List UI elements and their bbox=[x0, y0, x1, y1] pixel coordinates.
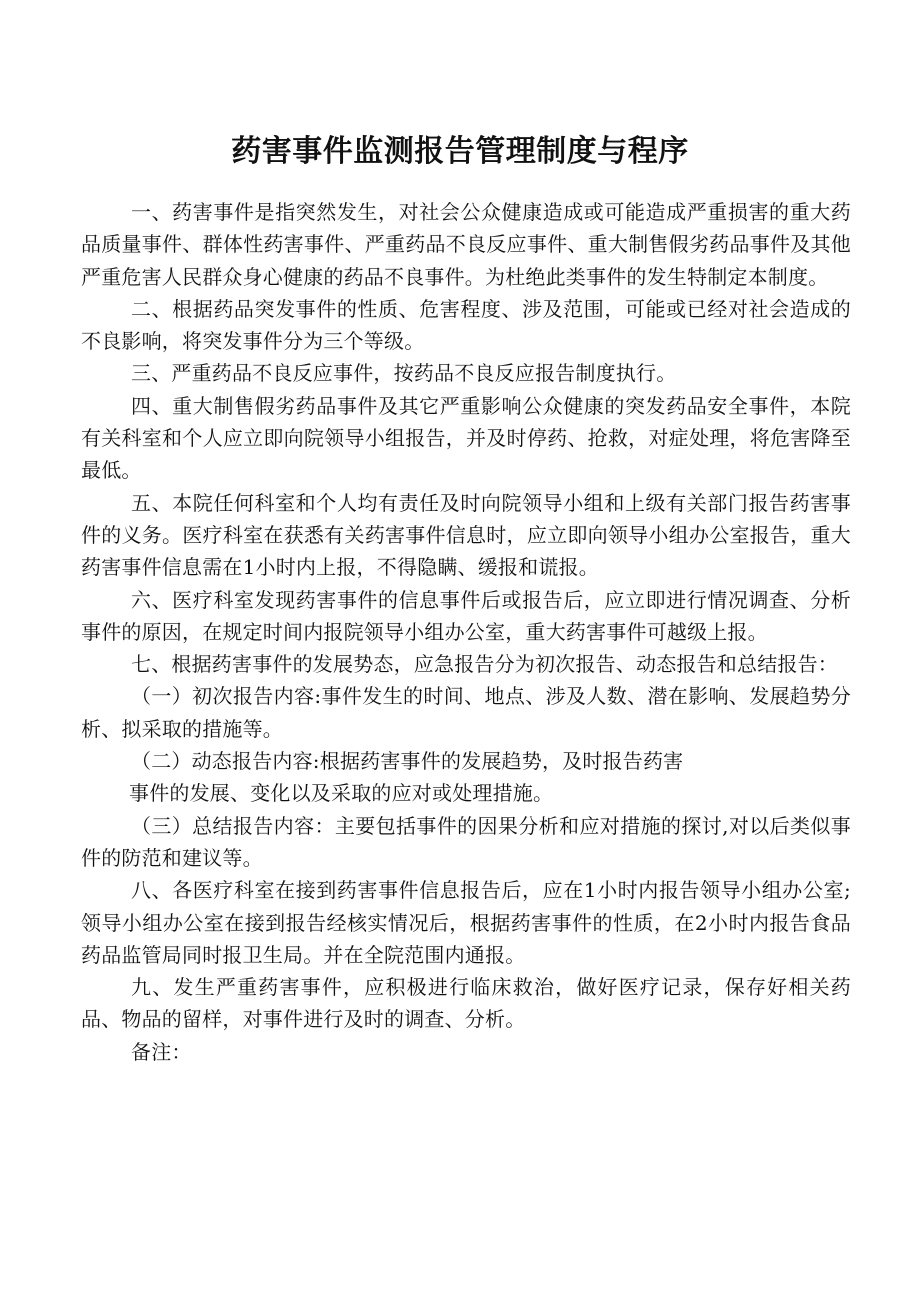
sub-item-dynamic-report-line2: 事件的发展、变化以及采取的应对或处理措施。 bbox=[129, 781, 554, 806]
paragraph-6: 六、医疗科室发现药害事件的信息事件后或报告后，应立即进行情况调查、分析事件的原因，在规定时间内报院领导小组办公室，重大药害事件可越级上报。 bbox=[81, 587, 851, 644]
paragraph-7: 七、根据药害事件的发展势态，应急报告分为初次报告、动态报告和总结报告： bbox=[131, 652, 838, 677]
sub-item-summary-report: （三）总结报告内容：主要包括事件的因果分析和应对措施的探讨,对以后类似事件的防范和建议等。 bbox=[81, 813, 851, 870]
document-body bbox=[81, 196, 851, 1068]
paragraph-9: 九、发生严重药害事件，应积极进行临床救治，做好医疗记录，保存好相关药品、物品的留样，对事件进行及时的调查、分析。 bbox=[81, 975, 851, 1032]
paragraph-4: 四、重大制售假劣药品事件及其它严重影响公众健康的突发药品安全事件，本院有关科室和个人应立即向院领导小组报告，并及时停药、抢救，对症处理，将危害降至最低。 bbox=[81, 393, 851, 483]
paragraph-8: 八、各医疗科室在接到药害事件信息报告后，应在1小时内报告领导小组办公室;领导小组办公室在接到报告经核实情况后，根据药害事件的性质，在2小时内报告食品药品监管局同时报卫生局。并在全院范围内通报。 bbox=[81, 878, 851, 967]
paragraph-2: 二、根据药品突发事件的性质、危害程度、涉及范围，可能或已经对社会造成的不良影响，将突发事件分为三个等级。 bbox=[81, 296, 851, 354]
sub-item-dynamic-report-line1: （二）动态报告内容:根据药害事件的发展趋势，及时报告药害 bbox=[131, 749, 684, 774]
paragraph-3: 三、严重药品不良反应事件，按药品不良反应报告制度执行。 bbox=[131, 361, 677, 386]
paragraph-5: 五、本院任何科室和个人均有责任及时向院领导小组和上级有关部门报告药害事件的义务。医疗科室在获悉有关药害事件信息时，应立即向领导小组办公室报告，重大药害事件信息需在1小时内上报，不得隐瞒、缓报和谎报。 bbox=[81, 490, 851, 580]
paragraph-1: 一、药害事件是指突然发生，对社会公众健康造成或可能造成严重损害的重大药品质量事件、群体性药害事件、严重药品不良反应事件、重大制售假劣药品事件及其他严重危害人民群众身心健康的药品不良事件。为杜绝此类事件的发生特制定本制度。 bbox=[81, 200, 851, 289]
note-label: 备注： bbox=[131, 1039, 192, 1064]
sub-item-initial-report: （一）初次报告内容:事件发生的时间、地点、涉及人数、潜在影响、发展趋势分析、拟采取的措施等。 bbox=[81, 684, 851, 741]
document-title: 药害事件监测报告管理制度与程序 bbox=[231, 134, 689, 169]
